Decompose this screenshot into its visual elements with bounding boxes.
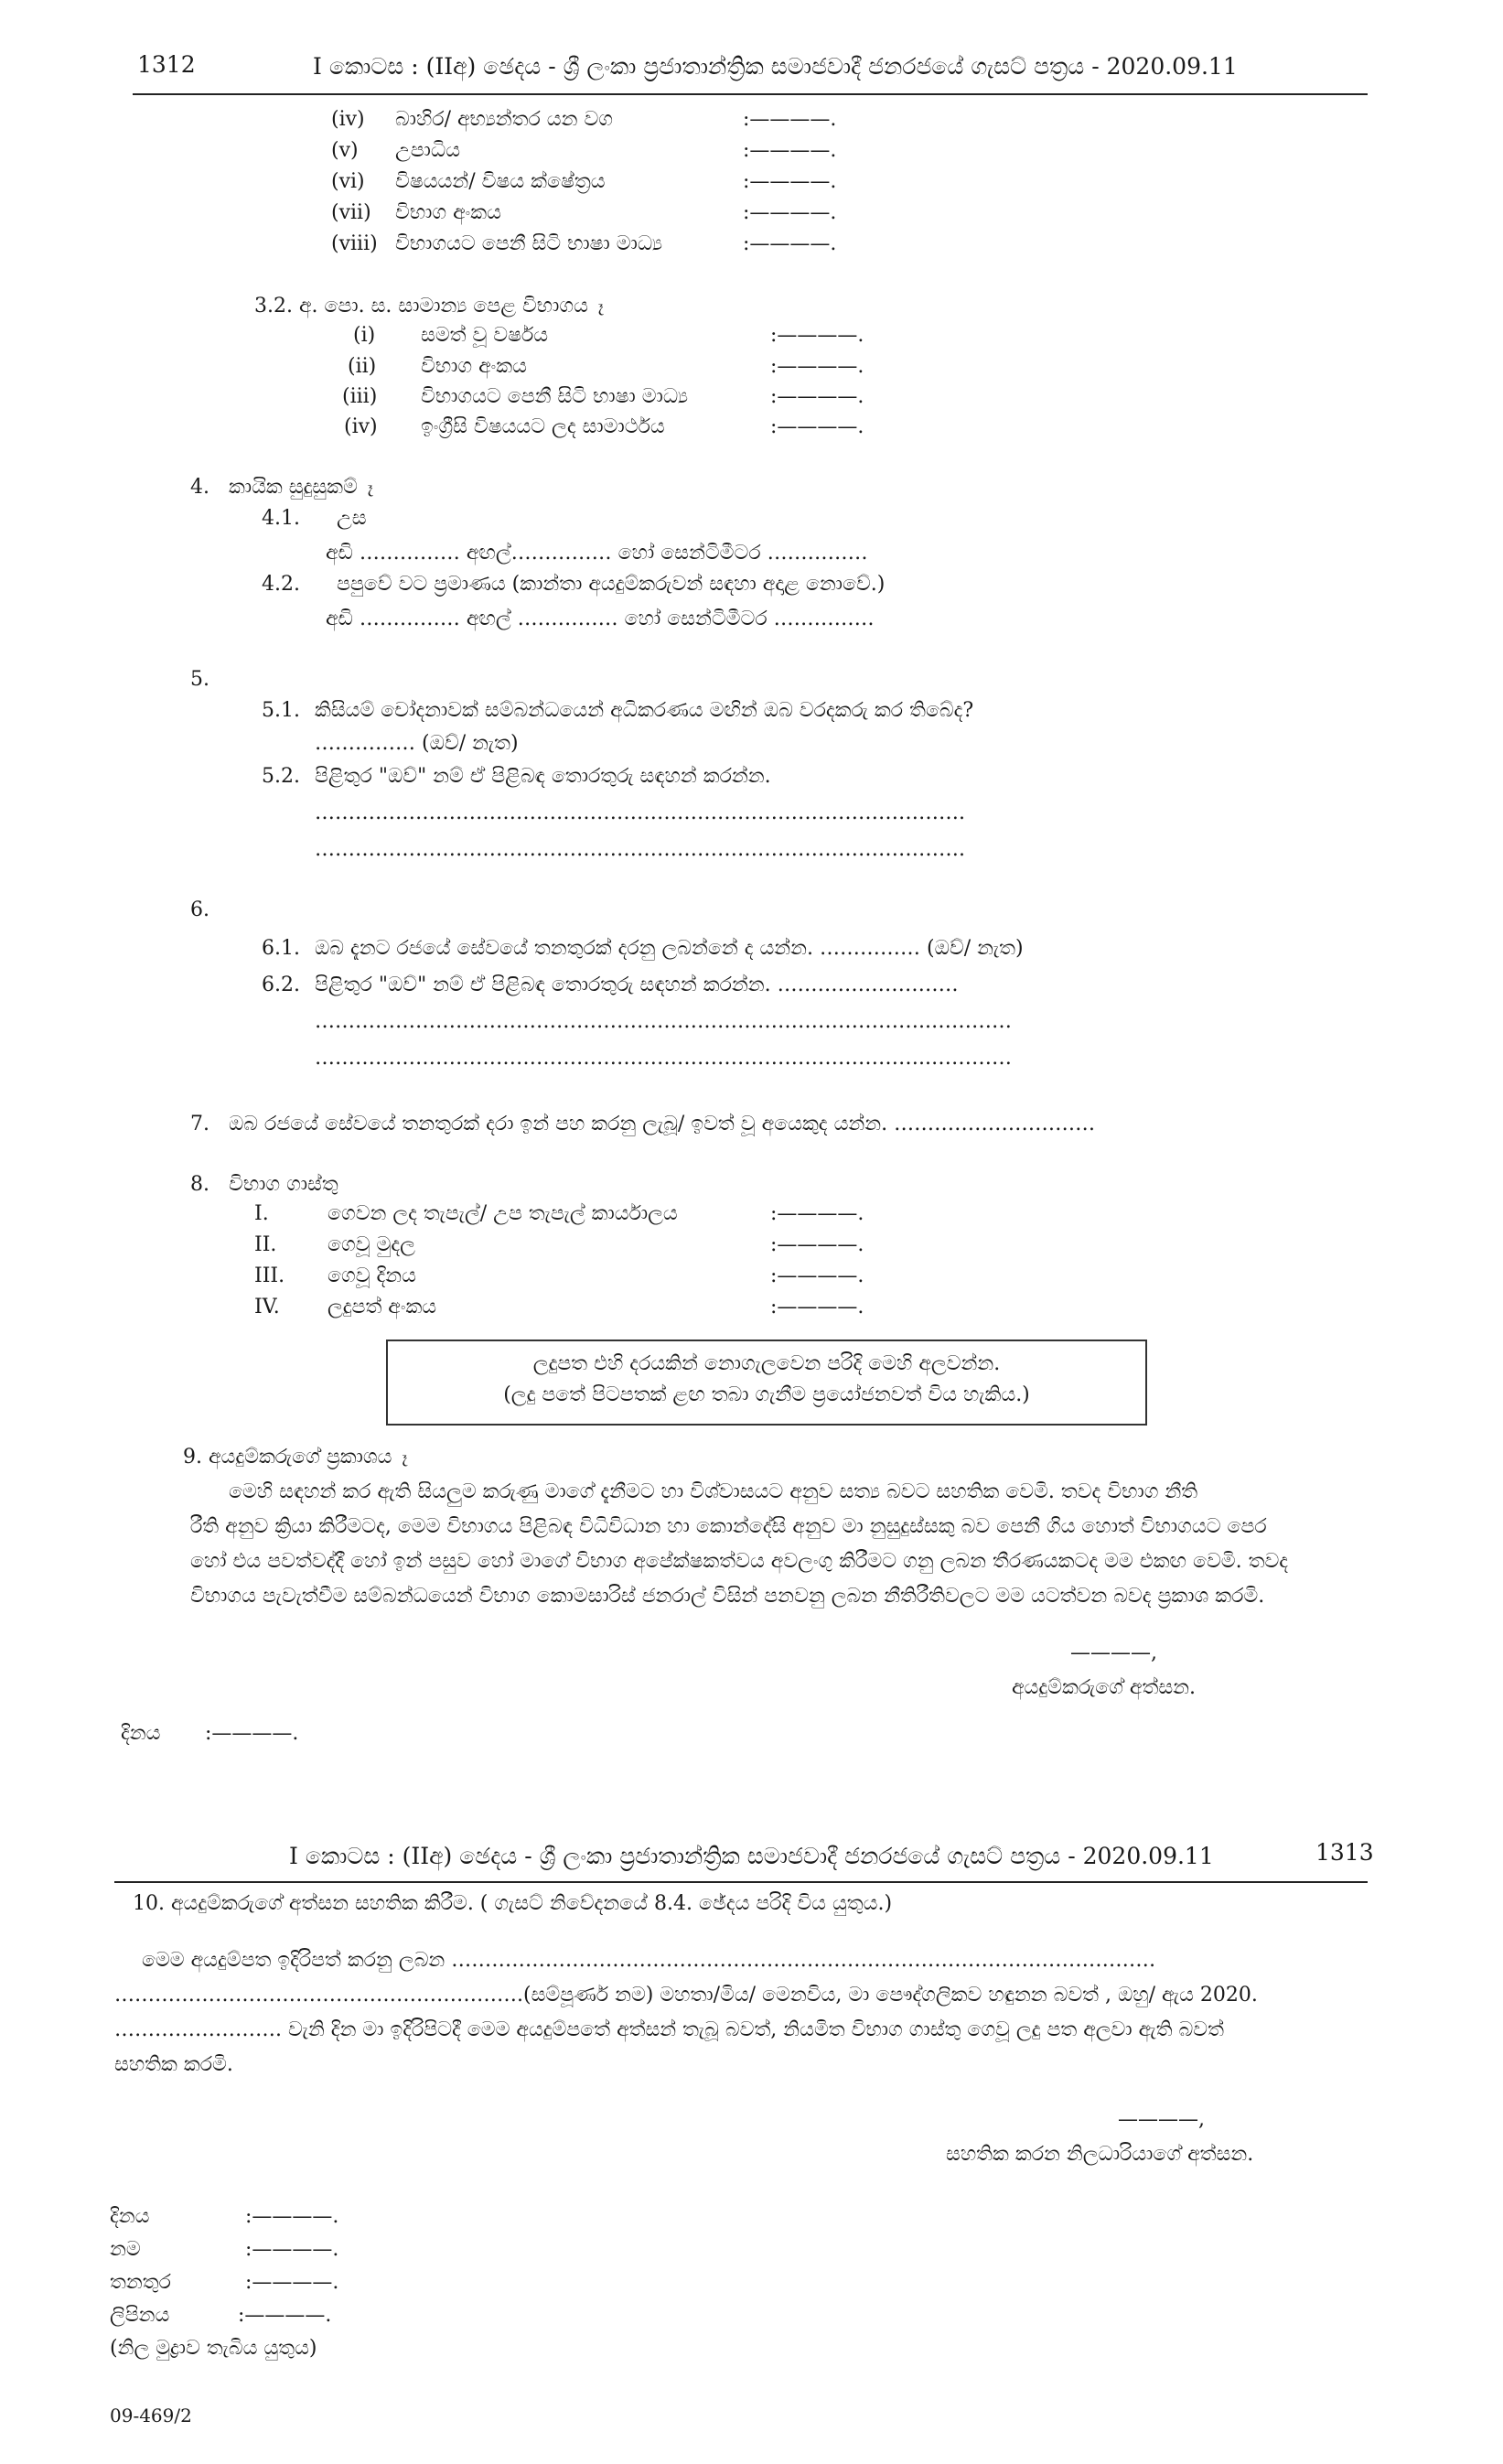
item-number: (vi) xyxy=(331,170,365,193)
item-number: IV. xyxy=(254,1296,280,1318)
item-number: I. xyxy=(254,1202,269,1225)
certification-line: මෙම අයදුම්පත ඉදිරිපත් කරනු ලබන …………………………………………………………………………………………… xyxy=(142,1949,1156,1972)
field-blank: :————. xyxy=(245,2271,339,2294)
item-blank: :————. xyxy=(770,385,864,408)
item-blank: :————. xyxy=(770,1233,864,1256)
item-label: විභාග අංකය xyxy=(421,355,527,378)
dotted-line: ……………………………………………………………………………………. xyxy=(315,838,965,861)
section-4-1-number: 4.1. xyxy=(262,507,300,530)
section-4-2-label: පපුවේ වට ප්‍රමාණය (කාන්තා අයදුම්කරුවන් සඳහා අදාළ නොවේ.) xyxy=(337,573,886,596)
applicant-signature-label: අයදුම්කරුගේ අත්සන. xyxy=(1012,1676,1197,1699)
receipt-box-line-2: (ලදු පතේ පිටපතක් ළඟ තබා ගැනීම ප්‍රයෝජනවත් විය හැකිය.) xyxy=(503,1383,1030,1406)
dotted-line: ………………………………………………………………………………..………… xyxy=(315,1010,1012,1033)
item-label: බාහිර/ අභ්‍යන්තර යන වග xyxy=(395,108,614,131)
item-blank: :————. xyxy=(770,1296,864,1318)
section-6-1-text: ඔබ දැනට රජයේ සේවයේ තනතුරක් දරනු ලබන්නේ ද යන්න. …………… (ඔව්/ නැත) xyxy=(315,937,1024,960)
section-6-number: 6. xyxy=(190,898,209,921)
page-number: 1313 xyxy=(1315,1839,1374,1866)
dotted-line: ………………………………………………………………………………..………… xyxy=(315,1047,1012,1070)
running-header: I කොටස : (IIඅ) ඡෙදය - ශ්‍රී ලංකා ප්‍රජාතාන්ත්‍රික සමාජවාදී ජනරජයේ ගැසට් පත්‍රය - 2020.09.11 xyxy=(289,1843,1214,1869)
declaration-line: රීති අනුව ක්‍රියා කිරීමටද, මෙම විභාගය පිළිබඳ විධිවිධාන හා කොන්දේසි අනුව මා නුසුදුස්සකු බව පෙනී ගිය හොත් විභාගයට පෙර xyxy=(190,1515,1267,1538)
item-number: (iv) xyxy=(331,108,365,131)
section-6-1-number: 6.1. xyxy=(262,937,300,960)
section-3-2-heading: 3.2. අ. පො. ස. සාමාන්‍ය පෙළ විභාගය ෑ xyxy=(254,295,605,317)
item-number: (ii) xyxy=(348,355,377,378)
item-number: (vii) xyxy=(331,201,371,224)
item-label: විභාගයට පෙනී සිටි භාෂා මාධ්‍ය xyxy=(421,385,689,408)
seal-note: (නිල මුද්‍රාව තැබිය යුතුය) xyxy=(110,2337,317,2360)
item-blank: :————. xyxy=(743,201,837,224)
item-blank: :————. xyxy=(743,108,837,131)
item-label: ලදුපත් අංකය xyxy=(327,1296,437,1318)
page-number: 1312 xyxy=(137,51,196,78)
receipt-box xyxy=(386,1340,1147,1426)
item-blank: :————. xyxy=(770,415,864,438)
field-label: නම xyxy=(110,2238,141,2261)
item-label: සමත් වූ වර්ෂය xyxy=(421,324,549,347)
section-8-number: 8. xyxy=(190,1173,209,1196)
item-blank: :————. xyxy=(770,1264,864,1287)
officer-signature-label: සහතික කරන නිලධාරියාගේ අත්සන. xyxy=(946,2143,1254,2166)
section-5-number: 5. xyxy=(190,668,209,691)
item-label: විභාගයට පෙනී සිටි භාෂා මාධ්‍ය xyxy=(395,232,663,255)
section-4-2-number: 4.2. xyxy=(262,573,300,596)
item-label: ගෙවන ලද තැපැල්/ උප තැපැල් කාර්යාලය xyxy=(327,1202,678,1225)
item-blank: :————. xyxy=(770,1202,864,1225)
certification-line: …………………………………………………….(සම්පූර්ණ නම) මහතා/මිය/ මෙනවිය, මා පෞද්ගලිකව හඳුනන බවත් , ඔහු/ ඇය 2020. xyxy=(114,1984,1258,2007)
section-4-heading: කායික සුදුසුකම් ෑ xyxy=(229,476,374,499)
item-number: II. xyxy=(254,1233,277,1256)
section-4-number: 4. xyxy=(190,476,209,499)
declaration-line: විභාගය පැවැත්වීම සම්බන්ධයෙන් විභාග කොමසාරිස් ජනරාල් විසින් පනවනු ලබන නීතිරීතිවලට මම යටත්වන බවද ප්‍රකාශ කරමි. xyxy=(190,1585,1265,1608)
section-6-2-text: පිළිතුර "ඔව්" නම් ඒ පිළිබඳ තොරතුරු සඳහන් කරන්න. ……………………… xyxy=(315,974,959,996)
dotted-line: ……………………………………………………………………………………. xyxy=(315,802,965,824)
certification-line: සහතික කරමි. xyxy=(114,2053,233,2076)
section-4-1-label: උස xyxy=(337,507,367,530)
section-5-2-text: පිළිතුර "ඔව්" නම් ඒ පිළිබඳ තොරතුරු සඳහන් කරන්න. xyxy=(315,765,771,788)
item-number: (iv) xyxy=(344,415,378,438)
item-blank: :————. xyxy=(770,324,864,347)
applicant-signature-line: ————, xyxy=(1070,1641,1157,1664)
item-blank: :————. xyxy=(743,139,837,162)
date-blank: :————. xyxy=(205,1722,299,1745)
section-7-text: ඔබ රජයේ සේවයේ තනතුරක් දරා ඉන් පහ කරනු ලැබූ/ ඉවත් වූ අයෙකුද යන්න. ………………………… xyxy=(229,1113,1096,1135)
section-5-1-question: කිසියම් චෝදනාවක් සම්බන්ධයෙන් අධිකරණය මඟින් ඔබ වරදකරු කර තිබේද? xyxy=(315,699,974,722)
field-label: ලිපිනය xyxy=(110,2304,170,2327)
footer-code: 09-469/2 xyxy=(110,2405,192,2426)
item-label: විෂයයන්/ විෂය ක්ෂේත්‍රය xyxy=(395,170,606,193)
running-header: I කොටස : (IIඅ) ඡෙදය - ශ්‍රී ලංකා ප්‍රජාතාන්ත්‍රික සමාජවාදී ජනරජයේ ගැසට් පත්‍රය - 2020.09.11 xyxy=(313,53,1238,80)
item-label: උපාධිය xyxy=(395,139,461,162)
section-5-2-number: 5.2. xyxy=(262,765,300,788)
section-7-number: 7. xyxy=(190,1113,209,1135)
header-rule xyxy=(114,1881,1368,1883)
section-9-heading: 9. අයදුම්කරුගේ ප්‍රකාශය ෑ xyxy=(183,1446,408,1469)
section-5-1-answer: …………… (ඔව්/ නැත) xyxy=(315,732,519,755)
item-label: ඉංග්‍රීසි විෂයයට ලද සාමාර්ථය xyxy=(421,415,665,438)
field-blank: :————. xyxy=(245,2238,339,2261)
section-6-2-number: 6.2. xyxy=(262,974,300,996)
section-5-1-number: 5.1. xyxy=(262,699,300,722)
field-label: දිනය xyxy=(110,2205,150,2228)
item-number: (v) xyxy=(331,139,359,162)
header-rule xyxy=(133,93,1368,95)
item-number: III. xyxy=(254,1264,285,1287)
receipt-box-line-1: ලදුපත එහි දරයකින් නොගැලවෙන පරිදි මෙහි අලවන්න. xyxy=(532,1352,1001,1375)
item-blank: :————. xyxy=(743,170,837,193)
field-blank: :————. xyxy=(245,2205,339,2228)
item-blank: :————. xyxy=(770,355,864,378)
item-number: (iii) xyxy=(342,385,378,408)
item-label: ගෙවූ දිනය xyxy=(327,1264,416,1287)
certification-line: ……………………. වැනි දින මා ඉදිරිපිටදී මෙම අයදුම්පතේ අත්සන් තැබූ බවත්, නියමිත විභාග ගාස්තු ගෙවූ ලදු පත අලවා ඇති බවත් xyxy=(114,2018,1224,2041)
declaration-line: හෝ එය පවත්වද්දී හෝ ඉන් පසුව හෝ මාගේ විභාග අපේක්ෂකත්වය අවලංගු කිරීමට ගනු ලබන තීරණයකටද මම එකඟ වෙමි. තවද xyxy=(190,1550,1289,1573)
chest-fill-line: අඩි …………… අඟල් …………… හෝ සෙන්ටිමීටර …………… xyxy=(326,608,875,630)
declaration-line: මෙහි සඳහන් කර ඇති සියලුම කරුණු මාගේ දැනීමට හා විශ්වාසයට අනුව සත්‍ය බවට සහතික වෙමි. තවද විභාග නීති xyxy=(229,1480,1198,1503)
date-label: දිනය xyxy=(121,1722,161,1745)
field-label: තනතුර xyxy=(110,2271,171,2294)
item-number: (viii) xyxy=(331,232,378,255)
section-10-heading: 10. අයදුම්කරුගේ අත්සන සහතික කිරීම. ( ගැසට් නිවේදනයේ 8.4. ඡේදය පරිදි විය යුතුය.) xyxy=(133,1892,893,1915)
item-blank: :————. xyxy=(743,232,837,255)
item-label: විභාග අංකය xyxy=(395,201,501,224)
section-8-heading: විභාග ගාස්තු xyxy=(229,1173,338,1196)
field-blank: :————. xyxy=(238,2304,332,2327)
height-fill-line: අඩි …………… අඟල්…………… හෝ සෙන්ටිමීටර …………… xyxy=(326,542,868,565)
item-label: ගෙවූ මුදල xyxy=(327,1233,415,1256)
officer-signature-line: ————, xyxy=(1118,2108,1205,2131)
item-number: (i) xyxy=(353,324,376,347)
